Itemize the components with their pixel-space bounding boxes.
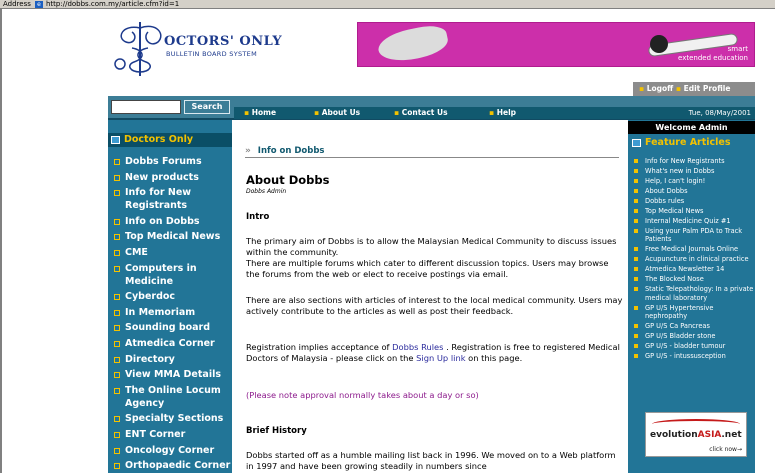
top-navigation — [234, 107, 755, 119]
page-author: Dobbs Admin — [246, 188, 287, 195]
nav-contact-us[interactable]: ▪ Contact Us — [394, 108, 448, 117]
user-bar — [633, 82, 755, 96]
feature-article-link[interactable]: GP U/S - bladder tumour — [628, 342, 755, 350]
section-icon — [111, 136, 120, 144]
banner-line2: extended education — [678, 54, 748, 62]
breadcrumb-link[interactable]: Info on Dobbs — [257, 146, 325, 156]
search-button[interactable]: Search — [184, 100, 230, 114]
address-label: Address — [3, 0, 31, 8]
sidebar-item-cme[interactable]: CME — [108, 246, 232, 259]
feature-article-link[interactable]: Info for New Registrants — [628, 157, 755, 165]
site-logo[interactable] — [112, 18, 292, 80]
feature-article-link[interactable]: GP U/S Bladder stone — [628, 332, 755, 340]
sidebar-item-info-new-registrants[interactable]: Info for New Registrants — [108, 186, 232, 212]
sidebar-item-online-locum-agency[interactable]: The Online Locum Agency — [108, 384, 232, 410]
sidebar-item-computers-in-medicine[interactable]: Computers in Medicine — [108, 262, 232, 288]
bullet-icon: ▪ — [639, 84, 645, 93]
approval-note: (Please note approval normally takes about a day or so) — [246, 390, 479, 400]
history-paragraph: Dobbs started off as a humble mailing list back in 1996. We moved on to a Web platform in 1997 and have been growing steadily in numbers since — [246, 450, 616, 471]
ad-cta: click now→ — [709, 446, 742, 453]
logo-title: OCTORS' ONLY — [164, 34, 283, 49]
feature-article-link[interactable]: About Dobbs — [628, 187, 755, 195]
feature-article-link[interactable]: The Blocked Nose — [628, 275, 755, 283]
intro-heading: Intro — [246, 212, 270, 222]
history-heading: Brief History — [246, 426, 307, 436]
dobbs-rules-link[interactable]: Dobbs Rules — [392, 342, 444, 352]
feature-article-link[interactable]: Atmedica Newsletter 14 — [628, 265, 755, 273]
sidebar-item-atmedica-corner[interactable]: Atmedica Corner — [108, 337, 232, 350]
sidebar-item-ent-corner[interactable]: ENT Corner — [108, 428, 232, 441]
chevron-right-icon: » — [245, 146, 251, 156]
banner-ad[interactable] — [357, 22, 755, 67]
ad-brand: evolutionASIA.net — [650, 430, 742, 440]
browser-address-bar — [0, 0, 775, 9]
feature-article-link[interactable]: Internal Medicine Quiz #1 — [628, 217, 755, 225]
feature-article-link[interactable]: Static Telepathology: In a private medical laboratory — [628, 285, 755, 302]
bullet-icon: ▪ — [675, 84, 681, 93]
sidebar-item-directory[interactable]: Directory — [108, 353, 232, 366]
feature-article-link[interactable]: GP U/S - intussusception — [628, 352, 755, 360]
banner-line1: smart — [727, 45, 748, 53]
sidebar-item-sounding-board[interactable]: Sounding board — [108, 321, 232, 334]
sidebar-item-specialty-sections[interactable]: Specialty Sections — [108, 412, 232, 425]
feature-article-link[interactable]: Dobbs rules — [628, 197, 755, 205]
feature-article-link[interactable]: Help, I can't login! — [628, 177, 755, 185]
feature-article-link[interactable]: Free Medical Journals Online — [628, 245, 755, 253]
left-sidebar-title: Doctors Only — [108, 133, 232, 147]
sidebar-item-in-memoriam[interactable]: In Memoriam — [108, 306, 232, 319]
pen-tip-image — [650, 35, 668, 53]
sidebar-item-oncology-corner[interactable]: Oncology Corner — [108, 444, 232, 457]
feature-article-link[interactable]: GP U/S Hypertensive nephropathy — [628, 304, 755, 321]
logo-subtitle: BULLETIN BOARD SYSTEM — [166, 50, 257, 58]
address-url[interactable]: http://dobbs.com.my/article.cfm?id=1 — [46, 0, 180, 8]
sections-paragraph: There are also sections with articles of interest to the local medical community. Users may actively contribute to the articles as well as post their feedback. — [246, 295, 623, 316]
left-menu — [108, 155, 232, 475]
nav-home[interactable]: ▪ Home — [244, 108, 277, 117]
caduceus-icon — [112, 18, 168, 80]
sidebar-item-info-on-dobbs[interactable]: Info on Dobbs — [108, 215, 232, 228]
sidebar-item-dobbs-forums[interactable]: Dobbs Forums — [108, 155, 232, 168]
feature-article-link[interactable]: Acupuncture in clinical practice — [628, 255, 755, 263]
sidebar-item-new-products[interactable]: New products — [108, 171, 232, 184]
feature-article-link[interactable]: Using your Palm PDA to Track Patients — [628, 227, 755, 244]
registration-paragraph: Registration implies acceptance of Dobbs Rules . Registration is free to registered Medical Doctors of Malaysia - please click on the Sign Up link on this page. — [246, 342, 620, 363]
nav-help[interactable]: ▪ Help — [489, 108, 517, 117]
feature-article-link[interactable]: What's new in Dobbs — [628, 167, 755, 175]
page-title: About Dobbs — [246, 173, 330, 187]
section-icon — [632, 139, 641, 147]
current-date: Tue, 08/May/2001 — [688, 109, 751, 117]
feature-article-link[interactable]: Top Medical News — [628, 207, 755, 215]
nav-about-us[interactable]: ▪ About Us — [314, 108, 361, 117]
sidebar-item-view-mma-details[interactable]: View MMA Details — [108, 368, 232, 381]
swoosh-graphic — [652, 419, 740, 429]
page-icon: e — [35, 1, 43, 8]
feature-articles-list — [628, 157, 755, 362]
sidebar-item-orthopaedic-corner[interactable]: Orthopaedic Corner — [108, 459, 232, 472]
evolution-asia-ad[interactable] — [645, 412, 747, 457]
feature-article-link[interactable]: GP U/S Ca Pancreas — [628, 322, 755, 330]
breadcrumb — [245, 146, 619, 158]
sidebar-item-top-medical-news[interactable]: Top Medical News — [108, 230, 232, 243]
logoff-link[interactable]: Logoff — [646, 84, 674, 93]
intro-paragraph: The primary aim of Dobbs is to allow the Malaysian Medical Community to discuss issues within the community. There are multiple forums which cater to different discussion topics. Users may browse the forums from the web or elect to receive postings via email. — [246, 236, 617, 279]
feature-articles-title: Feature Articles — [628, 136, 755, 150]
sidebar-item-cyberdoc[interactable]: Cyberdoc — [108, 290, 232, 303]
mouse-image — [376, 22, 451, 66]
sign-up-link[interactable]: Sign Up link — [416, 353, 466, 363]
edit-profile-link[interactable]: Edit Profile — [683, 84, 731, 93]
welcome-message: Welcome Admin — [628, 121, 755, 134]
search-input[interactable] — [111, 100, 181, 114]
